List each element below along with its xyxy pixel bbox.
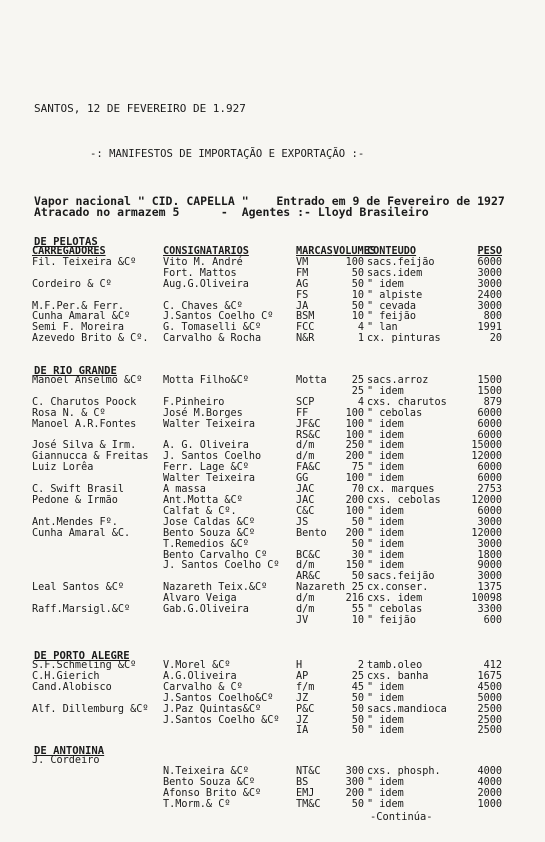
cell-carregador: Cunha Amaral &Cº [32, 311, 131, 323]
cell-consignatario: J. Santos Coelho Cº [163, 560, 280, 572]
cell-carregador: C. Swift Brasil [32, 484, 125, 496]
cell-carregador: Raff.Marsigl.&Cº [32, 604, 131, 616]
cell-conteudo: tamb.oleo [367, 660, 423, 671]
cell-volumes: 50 [351, 300, 364, 312]
cell-conteudo: " idem [367, 278, 404, 290]
cell-peso: 6000 [477, 429, 502, 441]
cell-carregador: Giannucca & Freitas [32, 451, 149, 463]
cell-consignatario: V.Morel &Cº [163, 660, 231, 671]
document-title: -: MANIFESTOS DE IMPORTAÇÃO E EXPORTAÇÃO :- [90, 148, 365, 160]
cell-peso: 3000 [477, 516, 502, 528]
cell-consignatario: F.Pinheiro [163, 396, 225, 408]
cell-conteudo: " idem [367, 776, 404, 788]
cell-volumes: 50 [351, 714, 364, 726]
cell-conteudo: " idem [367, 549, 404, 561]
cell-carregador [32, 694, 163, 705]
table-row [32, 767, 502, 778]
cell-conteudo: sacs.feijão [367, 256, 435, 268]
cell-marca: d/m [296, 593, 315, 605]
table-row [32, 452, 502, 463]
cell-peso: 12000 [471, 451, 502, 463]
cell-peso: 2753 [477, 484, 502, 496]
cell-volumes: 200 [345, 527, 364, 539]
cell-volumes: 100 [345, 256, 364, 268]
cell-conteudo: " cevada [367, 300, 417, 312]
cell-conteudo: " idem [367, 798, 404, 810]
column-header-carregador: CARREGADORES [32, 246, 106, 257]
cell-volumes: 100 [345, 505, 364, 517]
cell-marca: AP [296, 670, 309, 682]
cell-conteudo: " idem [367, 429, 404, 441]
cell-consignatario [163, 726, 296, 737]
cell-conteudo: " feijão [367, 614, 417, 626]
cell-volumes: 4 [357, 396, 364, 408]
cell-consignatario: C. Chaves &Cº [163, 300, 243, 312]
cell-marca: FM [296, 267, 309, 279]
cell-conteudo: sacs.mandioca [367, 703, 447, 715]
cell-peso: 6000 [477, 256, 502, 268]
cell-carregador: Manoel A.R.Fontes [32, 418, 137, 430]
table-row [32, 694, 502, 705]
cell-consignatario: Aug.G.Oliveira [163, 278, 249, 290]
cell-peso: 1675 [477, 670, 502, 682]
column-header-peso: PESO [477, 246, 502, 257]
table-row [32, 540, 502, 551]
cell-peso: 12000 [471, 527, 502, 539]
vessel-line: Vapor nacional " CID. CAPELLA " Entrado em 9 de Fevereiro de 1927 [34, 194, 505, 208]
cell-conteudo: " idem [367, 516, 404, 528]
cell-consignatario: J.Santos Coelho &Cº [163, 714, 280, 726]
cell-marca: FS [296, 289, 309, 301]
column-header-conteudo: CONTEUDO [367, 246, 417, 257]
table-row [32, 583, 502, 594]
cell-consignatario: A. G. Oliveira [163, 440, 249, 452]
cell-volumes: 50 [351, 278, 364, 290]
cell-volumes: 50 [351, 516, 364, 528]
cell-volumes: 200 [345, 494, 364, 506]
manifest-table [32, 247, 502, 345]
cell-volumes: 200 [345, 451, 364, 463]
cell-marca: Motta [296, 375, 327, 386]
cell-volumes: 25 [351, 670, 364, 682]
cell-marca: Bento [296, 527, 327, 539]
cell-peso: 5000 [477, 692, 502, 704]
cell-consignatario: T.Remedios &Cº [163, 538, 249, 550]
cell-conteudo: " idem [367, 692, 404, 704]
cell-volumes: 50 [351, 267, 364, 279]
section-heading: DE ANTONINA [34, 745, 105, 757]
cell-volumes: 50 [351, 798, 364, 810]
cell-carregador [32, 726, 163, 737]
cell-carregador: Semi F. Moreira [32, 322, 125, 334]
table-row [32, 800, 502, 811]
cell-peso: 3300 [477, 604, 502, 616]
cell-marca: P&C [296, 703, 315, 715]
table-row [32, 376, 502, 387]
section-heading: DE PELOTAS [34, 236, 98, 248]
cell-consignatario: Motta Filho&Cº [163, 375, 249, 386]
cell-conteudo: sacs.feijão [367, 571, 435, 583]
cell-marca: C&C [296, 505, 315, 517]
cell-marca: RS&C [296, 429, 321, 441]
cell-conteudo: cxs. idem [367, 593, 423, 605]
cell-peso: 6000 [477, 407, 502, 419]
table-row [32, 726, 502, 737]
cell-peso: 12000 [471, 494, 502, 506]
cell-consignatario: J.Paz Quintas&Cº [163, 703, 262, 715]
cell-carregador: Ant.Mendes Fº. [32, 516, 118, 528]
manifest-table [32, 661, 502, 737]
cell-peso: 4500 [477, 681, 502, 693]
cell-marca: FF [296, 407, 309, 419]
cell-carregador [32, 778, 163, 789]
cell-carregador [32, 767, 163, 778]
cell-peso: 879 [483, 396, 502, 408]
cell-consignatario: Walter Teixeira [163, 473, 256, 485]
cell-conteudo: " idem [367, 725, 404, 737]
cell-consignatario: A massa [163, 484, 206, 496]
cell-conteudo: " idem [367, 385, 404, 397]
cell-volumes: 25 [351, 385, 364, 397]
cell-volumes: 150 [345, 560, 364, 572]
cell-marca: JAC [296, 494, 315, 506]
table-row [32, 420, 502, 431]
cell-volumes: 1 [357, 333, 364, 345]
cell-volumes: 4 [357, 322, 364, 334]
table-row [32, 409, 502, 420]
cell-volumes: 216 [345, 593, 364, 605]
section-heading: DE RIO GRANDE [34, 365, 117, 377]
cell-consignatario: Alvaro Veiga [163, 593, 237, 605]
cell-peso: 1991 [477, 322, 502, 334]
cell-conteudo: cxs. banha [367, 670, 429, 682]
cell-marca: d/m [296, 560, 315, 572]
table-row [32, 334, 502, 345]
cell-carregador [32, 561, 163, 572]
cell-carregador: Cordeiro & Cº [32, 278, 112, 290]
cell-volumes: 100 [345, 418, 364, 430]
cell-peso: 600 [483, 614, 502, 626]
cell-peso: 6000 [477, 473, 502, 485]
cell-consignatario: Carvalho & Cº [163, 681, 243, 693]
cell-marca: d/m [296, 440, 315, 452]
cell-conteudo: " alpiste [367, 289, 423, 301]
cell-carregador [32, 551, 163, 562]
cell-marca: IA [296, 725, 309, 737]
cell-conteudo: " idem [367, 527, 404, 539]
cell-peso: 2000 [477, 787, 502, 799]
cell-volumes: 50 [351, 538, 364, 550]
cell-volumes: 10 [351, 614, 364, 626]
table-row [32, 661, 502, 672]
cell-volumes: 50 [351, 725, 364, 737]
cell-conteudo: cxs. charutos [367, 396, 447, 408]
cell-peso: 3000 [477, 278, 502, 290]
cell-conteudo: " idem [367, 787, 404, 799]
cell-peso: 4000 [477, 776, 502, 788]
cell-conteudo: " cebolas [367, 604, 423, 616]
cell-consignatario: N.Teixeira &Cº [163, 765, 249, 777]
cell-conteudo: " feijão [367, 311, 417, 323]
cell-conteudo: " idem [367, 560, 404, 572]
cell-marca: AG [296, 278, 309, 290]
cell-marca: SCP [296, 396, 315, 408]
cell-volumes: 200 [345, 787, 364, 799]
cell-volumes: 100 [345, 473, 364, 485]
cell-peso: 2400 [477, 289, 502, 301]
section-heading: DE PORTO ALEGRE [34, 650, 130, 662]
cell-consignatario [163, 291, 296, 302]
cell-conteudo: " idem [367, 462, 404, 474]
cell-consignatario: Bento Souza &Cº [163, 527, 256, 539]
manifest-table [32, 756, 502, 811]
cell-peso: 2500 [477, 714, 502, 726]
cell-marca: H [296, 660, 303, 671]
cell-marca: N&R [296, 333, 315, 345]
table-row [32, 789, 502, 800]
cell-marca: VM [296, 256, 309, 268]
cell-peso: 15000 [471, 440, 502, 452]
cell-consignatario: Walter Teixeira [163, 418, 256, 430]
cell-conteudo: sacs.idem [367, 267, 423, 279]
cell-conteudo: " cebolas [367, 407, 423, 419]
table-row [32, 496, 502, 507]
cell-peso: 4000 [477, 765, 502, 777]
cell-peso: 9000 [477, 560, 502, 572]
manifest-table [32, 376, 502, 627]
cell-consignatario: Fort. Mattos [163, 267, 237, 279]
cell-peso: 1500 [477, 375, 502, 386]
dateline: SANTOS, 12 DE FEVEREIRO DE 1.927 [34, 102, 246, 115]
cell-peso: 1000 [477, 798, 502, 810]
cell-consignatario: Jose Caldas &Cº [163, 516, 256, 528]
cell-carregador: S.F.Schmeling &Cº [32, 660, 137, 671]
cell-peso: 3000 [477, 538, 502, 550]
cell-volumes: 50 [351, 703, 364, 715]
cell-volumes: 250 [345, 440, 364, 452]
cell-consignatario: Nazareth Teix.&Cº [163, 582, 268, 594]
cell-peso: 1500 [477, 385, 502, 397]
column-header-volumes: VOLUMES [333, 246, 376, 257]
cell-marca: FCC [296, 322, 315, 334]
cell-consignatario: Carvalho & Rocha [163, 333, 262, 345]
cell-peso: 6000 [477, 505, 502, 517]
cell-carregador [32, 716, 163, 727]
cell-consignatario: A.G.Oliveira [163, 670, 237, 682]
cell-volumes: 50 [351, 571, 364, 583]
cell-conteudo: cxs. cebolas [367, 494, 441, 506]
cell-consignatario: Ferr. Lage &Cº [163, 462, 249, 474]
cell-marca: JZ [296, 692, 309, 704]
cell-carregador: Alf. Dillemburg &Cº [32, 703, 149, 715]
cell-carregador [32, 291, 163, 302]
berth-agents-line: Atracado no armazem 5 - Agentes :- Lloyd Brasileiro [34, 205, 429, 219]
cell-carregador: Leal Santos &Cº [32, 582, 125, 594]
cell-marca: JZ [296, 714, 309, 726]
cell-peso: 6000 [477, 418, 502, 430]
table-row [32, 605, 502, 616]
cell-carregador: Pedone & Irmão [32, 494, 118, 506]
cell-volumes: 75 [351, 462, 364, 474]
cell-volumes: 100 [345, 407, 364, 419]
table-row [32, 463, 502, 474]
cell-peso: 800 [483, 311, 502, 323]
cell-peso: 2500 [477, 703, 502, 715]
cell-conteudo: " idem [367, 538, 404, 550]
cell-peso: 6000 [477, 462, 502, 474]
cell-consignatario: T.Morm.& Cº [163, 798, 231, 810]
cell-carregador: José Silva & Irm. [32, 440, 137, 452]
cell-volumes: 10 [351, 311, 364, 323]
cell-consignatario: Vito M. André [163, 256, 243, 268]
cell-marca: TM&C [296, 798, 321, 810]
cell-consignatario: J. Santos Coelho [163, 451, 262, 463]
cell-marca: JV [296, 614, 309, 626]
cell-marca: JAC [296, 484, 315, 496]
cell-peso: 3000 [477, 300, 502, 312]
cell-marca: GG [296, 473, 309, 485]
cell-conteudo: cx. marques [367, 484, 435, 496]
cell-carregador [32, 789, 163, 800]
cell-peso: 20 [489, 333, 502, 345]
cell-carregador: C. Charutos Poock [32, 396, 137, 408]
cell-consignatario: J.Santos Coelho Cº [163, 311, 274, 323]
cell-marca: EMJ [296, 787, 315, 799]
cell-carregador: Manoel Anselmo &Cº [32, 375, 143, 386]
cell-conteudo: " idem [367, 473, 404, 485]
cell-conteudo: cx. pinturas [367, 333, 441, 345]
cell-carregador: M.F.Per.& Ferr. [32, 300, 125, 312]
cell-consignatario: Calfat & Cº. [163, 505, 237, 517]
cell-marca: JF&C [296, 418, 321, 430]
cell-consignatario: José M.Borges [163, 407, 243, 419]
cell-carregador [32, 616, 163, 627]
continua-note: -Continúa- [370, 811, 433, 823]
cell-marca: JS [296, 516, 309, 528]
cell-volumes: 25 [351, 375, 364, 386]
table-row [32, 716, 502, 727]
cell-peso: 2500 [477, 725, 502, 737]
cell-carregador: Cand.Alobisco [32, 681, 112, 693]
cell-carregador: Luiz Lorêa [32, 462, 94, 474]
table-row [32, 291, 502, 302]
cell-conteudo: cx.conser. [367, 582, 429, 594]
cell-consignatario: Afonso Brito &Cº [163, 787, 262, 799]
column-header-marca: MARCAS [296, 246, 333, 257]
table-row [32, 529, 502, 540]
cell-carregador: Rosa N. & Cº [32, 407, 106, 419]
cell-peso: 412 [483, 660, 502, 671]
cell-carregador: Azevedo Brito & Cº. [32, 333, 149, 345]
table-row [32, 778, 502, 789]
cell-marca: f/m [296, 681, 315, 693]
cell-consignatario [163, 616, 296, 627]
cell-peso: 1800 [477, 549, 502, 561]
cell-consignatario: Gab.G.Oliveira [163, 604, 249, 616]
cell-marca: Nazareth [296, 582, 346, 594]
cell-marca: BSM [296, 311, 315, 323]
cell-consignatario: Bento Souza &Cº [163, 776, 256, 788]
cell-conteudo: " idem [367, 451, 404, 463]
cell-volumes: 300 [345, 776, 364, 788]
table-row [32, 258, 502, 269]
cell-peso: 3000 [477, 267, 502, 279]
cell-carregador: Fil. Teixeira &Cº [32, 256, 137, 268]
cell-volumes: 300 [345, 765, 364, 777]
cell-conteudo: " idem [367, 418, 404, 430]
cell-carregador [32, 800, 163, 811]
cell-conteudo: " idem [367, 714, 404, 726]
cell-peso: 10098 [471, 593, 502, 605]
cell-volumes: 50 [351, 692, 364, 704]
cell-carregador: Cunha Amaral &C. [32, 527, 131, 539]
cell-volumes: 45 [351, 681, 364, 693]
cell-marca: BS [296, 776, 309, 788]
cell-marca: BC&C [296, 549, 321, 561]
cell-carregador: C.H.Gierich [32, 670, 100, 682]
cell-consignatario: G. Tomaselli &Cº [163, 322, 262, 334]
cell-marca [296, 540, 333, 551]
cell-consignatario: Bento Carvalho Cº [163, 549, 268, 561]
cell-marca: AR&C [296, 571, 321, 583]
cell-conteudo: " idem [367, 505, 404, 517]
cell-marca: FA&C [296, 462, 321, 474]
cell-conteudo: sacs.arroz [367, 375, 429, 386]
cell-volumes: 25 [351, 582, 364, 594]
cell-conteudo: " lan [367, 322, 398, 334]
cell-volumes: 55 [351, 604, 364, 616]
cell-volumes: 2 [357, 660, 364, 671]
cell-marca: JA [296, 300, 309, 312]
table-row [32, 705, 502, 716]
cell-carregador: J. Cordeiro [32, 755, 100, 766]
cell-carregador [32, 540, 163, 551]
cell-peso: 3000 [477, 571, 502, 583]
cell-conteudo: " idem [367, 681, 404, 693]
cell-volumes: 30 [351, 549, 364, 561]
table-row [32, 280, 502, 291]
cell-conteudo: " idem [367, 440, 404, 452]
cell-marca: d/m [296, 604, 315, 616]
cell-volumes: 70 [351, 484, 364, 496]
cell-volumes: 10 [351, 289, 364, 301]
cell-consignatario: J.Santos Coelho&Cº [163, 692, 274, 704]
cell-peso: 1375 [477, 582, 502, 594]
cell-consignatario: Ant.Motta &Cº [163, 494, 243, 506]
cell-volumes: 100 [345, 429, 364, 441]
cell-marca: d/m [296, 451, 315, 463]
cell-conteudo: cxs. phosph. [367, 765, 441, 777]
column-header-consignatario: CONSIGNATARIOS [163, 246, 249, 257]
table-row [32, 616, 502, 627]
cell-marca: NT&C [296, 765, 321, 777]
